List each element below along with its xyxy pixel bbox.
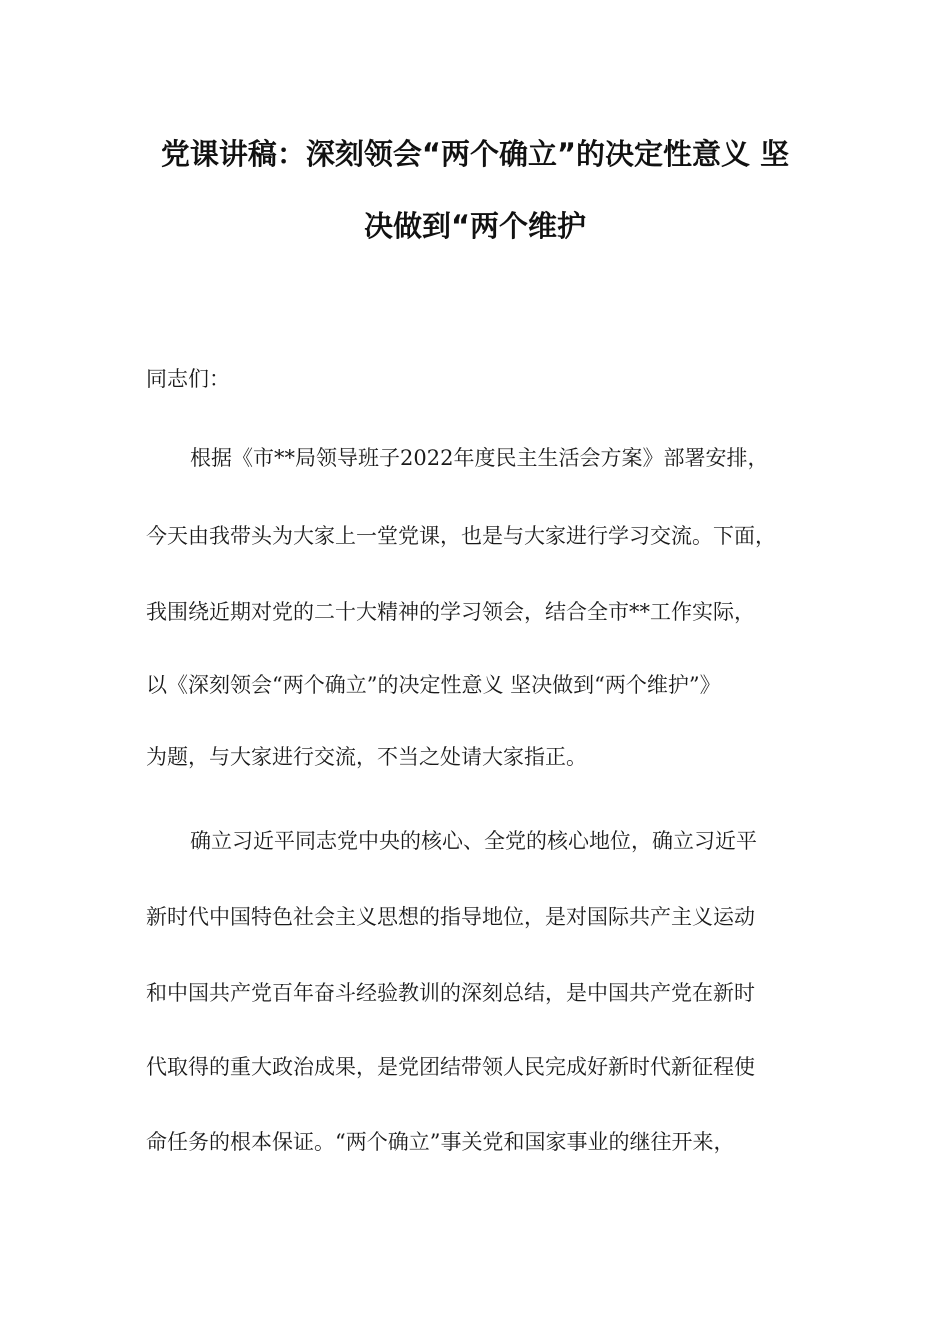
paragraph-1-line-2: 今天由我带头为大家上一堂党课，也是与大家进行学习交流。下面，: [146, 524, 776, 548]
document-title-line-2: 决做到“两个维护: [363, 209, 587, 243]
paragraph-2-line-2: 新时代中国特色社会主义思想的指导地位，是对国际共产主义运动: [146, 905, 755, 929]
paragraph-1-line-5: 为题，与大家进行交流，不当之处请大家指正。: [146, 745, 587, 769]
document-title-line-1: 党课讲稿：深刻领会“两个确立”的决定性意义 坚: [160, 137, 790, 171]
paragraph-2-line-4: 代取得的重大政治成果，是党团结带领人民完成好新时代新征程使: [146, 1055, 755, 1079]
paragraph-1-line-4: 以《深刻领会“两个确立”的决定性意义 坚决做到“两个维护”》: [146, 673, 721, 697]
salutation: 同志们：: [146, 367, 230, 391]
paragraph-2-line-1: 确立习近平同志党中央的核心、全党的核心地位，确立习近平: [190, 829, 757, 853]
paragraph-2-line-5: 命任务的根本保证。“两个确立”事关党和国家事业的继往开来，: [146, 1130, 735, 1154]
paragraph-2-line-3: 和中国共产党百年奋斗经验教训的深刻总结，是中国共产党在新时: [146, 981, 755, 1005]
paragraph-1-line-3: 我围绕近期对党的二十大精神的学习领会，结合全市**工作实际，: [146, 600, 755, 624]
paragraph-1-line-1: 根据《市**局领导班子2022年度民主生活会方案》部署安排，: [190, 446, 769, 470]
